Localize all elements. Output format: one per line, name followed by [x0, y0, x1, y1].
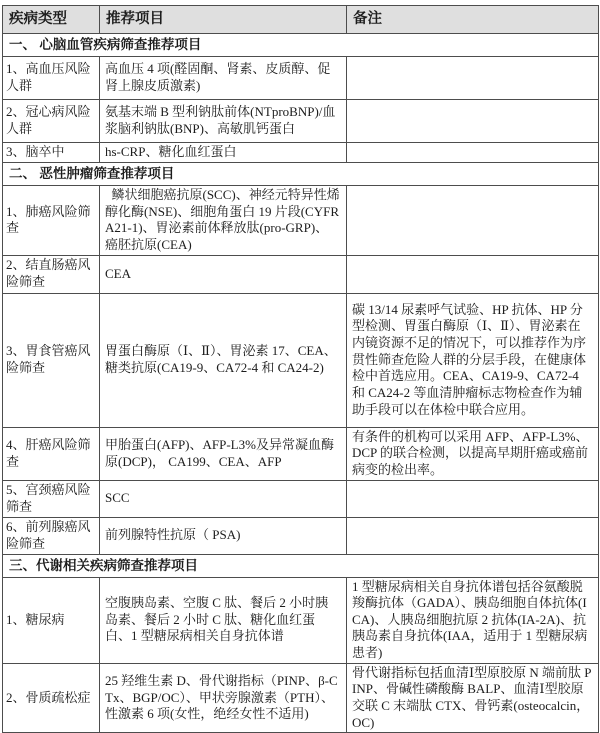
cell-note: 1 型糖尿病相关自身抗体谱包括谷氨酸脱羧酶抗体（GADA）、胰岛细胞自体抗体(ICA)、人胰岛细胞抗原 2 抗体(IA-2A)、抗胰岛素自身抗体(IAA，适用于 1 型糖尿病患者) — [347, 577, 599, 663]
table-row-coronary-heart-disease — [3, 100, 599, 143]
table-row-cervical-cancer — [3, 480, 599, 517]
cell-note — [347, 57, 599, 100]
section-row-malignant-tumor — [3, 163, 599, 186]
cell-note — [347, 480, 599, 517]
cell-note — [347, 186, 599, 256]
cell-recommended-items: SCC — [100, 480, 347, 517]
table-row-liver-cancer — [3, 427, 599, 480]
cell-disease-type: 3、脑卒中 — [3, 143, 100, 163]
cell-recommended-items: 鳞状细胞癌抗原(SCC)、神经元特异性烯醇化酶(NSE)、细胞角蛋白 19 片段(CYFRA21-1)、胃泌素前体释放肽(pro-GRP)、癌胚抗原(CEA) — [100, 186, 347, 256]
cell-note: 碳 13/14 尿素呼气试验、HP 抗体、HP 分型检测、胃蛋白酶原（Ⅰ、Ⅱ）、胃泌素在内镜资源不足的情况下，可以推荐作为序贯性筛查危险人群的分层手段，在健康体检中首选应用。CEA、CA19-9、CA72-4 和 CA24-2 等血清肿瘤标志物检查作为辅助手段可以在体检中联合应用。 — [347, 293, 599, 427]
cell-recommended-items: 胃蛋白酶原（Ⅰ、Ⅱ）、胃泌素 17、CEA、糖类抗原(CA19-9、CA72-4 和 CA24-2) — [100, 293, 347, 427]
cell-recommended-items: 甲胎蛋白(AFP)、AFP-L3%及异常凝血酶原(DCP)， CA199、CEA、AFP — [100, 427, 347, 480]
cell-disease-type: 2、冠心病风险人群 — [3, 100, 100, 143]
column-header-recommended-items: 推荐项目 — [100, 6, 347, 34]
cell-disease-type: 1、糖尿病 — [3, 577, 100, 663]
cell-recommended-items: hs-CRP、糖化血红蛋白 — [100, 143, 347, 163]
section-row-metabolic-disease — [3, 554, 599, 577]
cell-disease-type: 2、结直肠癌风险筛查 — [3, 255, 100, 293]
cell-note — [347, 100, 599, 143]
cell-note — [347, 255, 599, 293]
column-header-notes: 备注 — [347, 6, 599, 34]
cell-disease-type: 5、宫颈癌风险筛查 — [3, 480, 100, 517]
cell-disease-type: 1、高血压风险人群 — [3, 57, 100, 100]
cell-disease-type: 2、骨质疏松症 — [3, 663, 100, 733]
cell-disease-type: 6、前列腺癌风险筛查 — [3, 517, 100, 554]
cell-note — [347, 517, 599, 554]
cell-recommended-items: 氨基末端 B 型利钠肽前体(NTproBNP)/血浆脑利钠肽(BNP)、高敏肌钙蛋白 — [100, 100, 347, 143]
cell-note: 有条件的机构可以采用 AFP、AFP-L3%、DCP 的联合检测，以提高早期肝癌或癌前病变的检出率。 — [347, 427, 599, 480]
table-row-osteoporosis — [3, 663, 599, 733]
section-title: 二、 恶性肿瘤筛查推荐项目 — [3, 163, 599, 186]
table-row-stroke — [3, 143, 599, 163]
screening-recommendation-table — [2, 5, 599, 733]
cell-disease-type: 4、肝癌风险筛查 — [3, 427, 100, 480]
section-title: 三、代谢相关疾病筛查推荐项目 — [3, 554, 599, 577]
cell-disease-type: 3、胃食管癌风险筛查 — [3, 293, 100, 427]
table-header-row — [3, 6, 599, 34]
column-header-disease-type: 疾病类型 — [3, 6, 100, 34]
table-row-hypertension — [3, 57, 599, 100]
section-row-cardiovascular — [3, 34, 599, 57]
cell-recommended-items: 空腹胰岛素、空腹 C 肽、餐后 2 小时胰岛素、餐后 2 小时 C 肽、糖化血红蛋白、1 型糖尿病相关自身抗体谱 — [100, 577, 347, 663]
cell-recommended-items: 高血压 4 项(醛固酮、肾素、皮质醇、促肾上腺皮质激素) — [100, 57, 347, 100]
cell-disease-type: 1、肺癌风险筛查 — [3, 186, 100, 256]
section-title: 一、 心脑血管疾病筛查推荐项目 — [3, 34, 599, 57]
table-row-lung-cancer — [3, 186, 599, 256]
cell-recommended-items: 前列腺特性抗原（ PSA) — [100, 517, 347, 554]
cell-recommended-items: 25 羟维生素 D、骨代谢指标（PINP、β-CTx、BGP/OC）、甲状旁腺激素（PTH）、性激素 6 项(女性，绝经女性不适用) — [100, 663, 347, 733]
table-row-prostate-cancer — [3, 517, 599, 554]
table-row-diabetes — [3, 577, 599, 663]
table-row-colorectal-cancer — [3, 255, 599, 293]
cell-note — [347, 143, 599, 163]
cell-note: 骨代谢指标包括血清Ⅰ型原胶原 N 端前肽 PINP、骨碱性磷酸酶 BALP、血清Ⅰ型胶原交联 C 末端肽 CTX、骨钙素(osteocalcin，OC) — [347, 663, 599, 733]
cell-recommended-items: CEA — [100, 255, 347, 293]
table-row-gastroesophageal-cancer — [3, 293, 599, 427]
